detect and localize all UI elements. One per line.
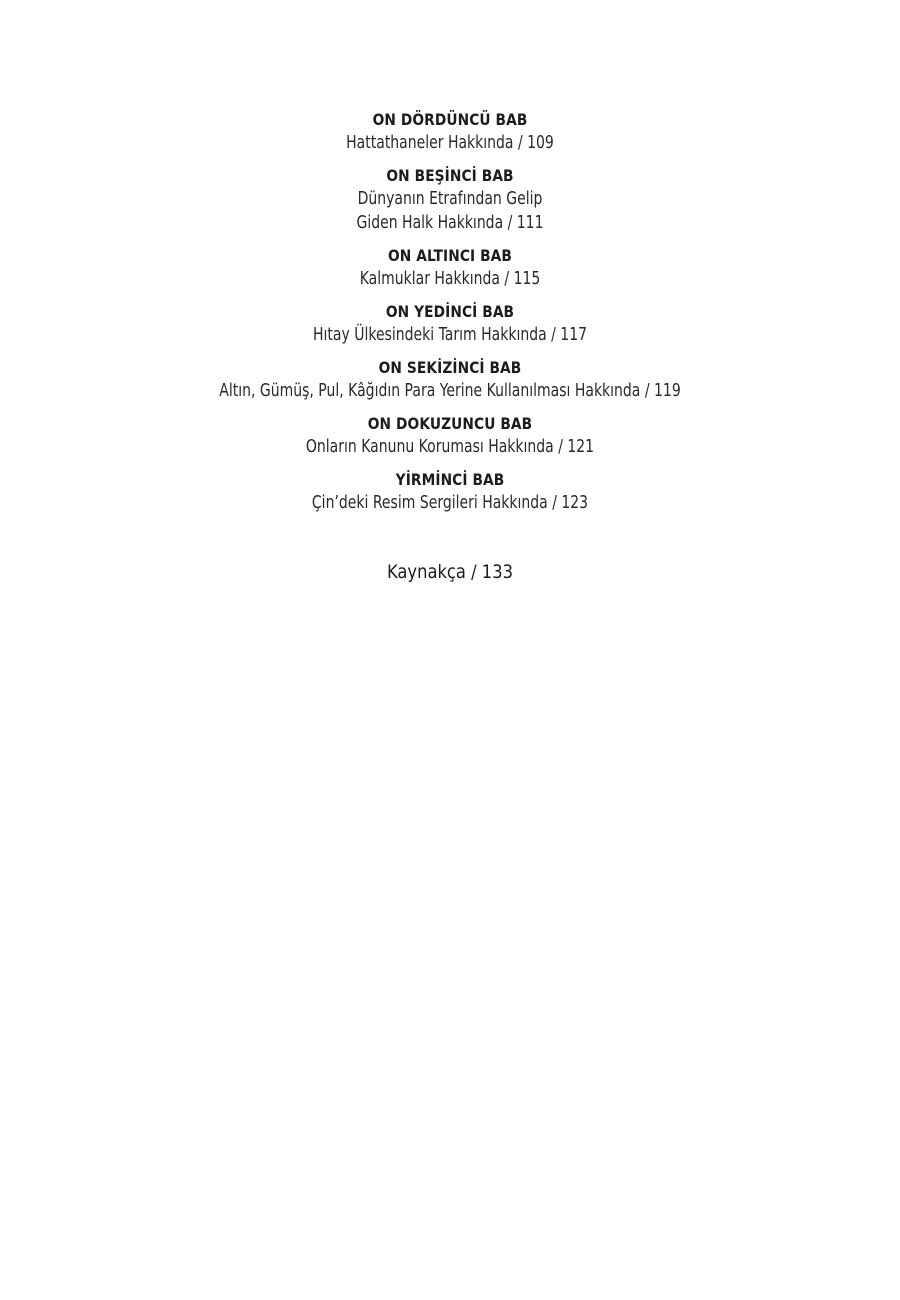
chapter-title: Altın, Gümüş, Pul, Kâğıdın Para Yerine Kullanılması Hakkında / 119 xyxy=(219,381,681,401)
chapter-heading: ON DOKUZUNCU BAB xyxy=(367,414,533,433)
chapter-title: Çin’deki Resim Sergileri Hakkında / 123 xyxy=(311,493,589,513)
chapter-heading: ON ALTINCI BAB xyxy=(387,246,513,265)
toc-entry-15 xyxy=(0,165,900,235)
chapter-title: Hattathaneler Hakkında / 109 xyxy=(346,133,554,153)
bibliography-entry: Kaynakça / 133 xyxy=(386,561,514,583)
toc-entry-17 xyxy=(0,301,900,347)
toc-entry-19 xyxy=(0,413,900,459)
table-of-contents xyxy=(0,109,900,585)
chapter-heading: YİRMİNCİ BAB xyxy=(395,470,505,489)
chapter-title: Giden Halk Hakkında / 111 xyxy=(356,213,544,233)
chapter-heading: ON DÖRDÜNCÜ BAB xyxy=(372,110,528,129)
chapter-title: Dünyanın Etrafından Gelip xyxy=(357,189,543,209)
toc-entry-18 xyxy=(0,357,900,403)
toc-entry-14 xyxy=(0,109,900,155)
chapter-title: Hıtay Ülkesindeki Tarım Hakkında / 117 xyxy=(312,325,588,345)
chapter-heading: ON SEKİZİNCİ BAB xyxy=(378,358,522,377)
chapter-heading: ON YEDİNCİ BAB xyxy=(385,302,515,321)
chapter-heading: ON BEŞİNCİ BAB xyxy=(386,166,514,185)
toc-entry-20 xyxy=(0,469,900,515)
chapter-title: Kalmuklar Hakkında / 115 xyxy=(359,269,541,289)
chapter-title: Onların Kanunu Koruması Hakkında / 121 xyxy=(305,437,595,457)
toc-entry-16 xyxy=(0,245,900,291)
